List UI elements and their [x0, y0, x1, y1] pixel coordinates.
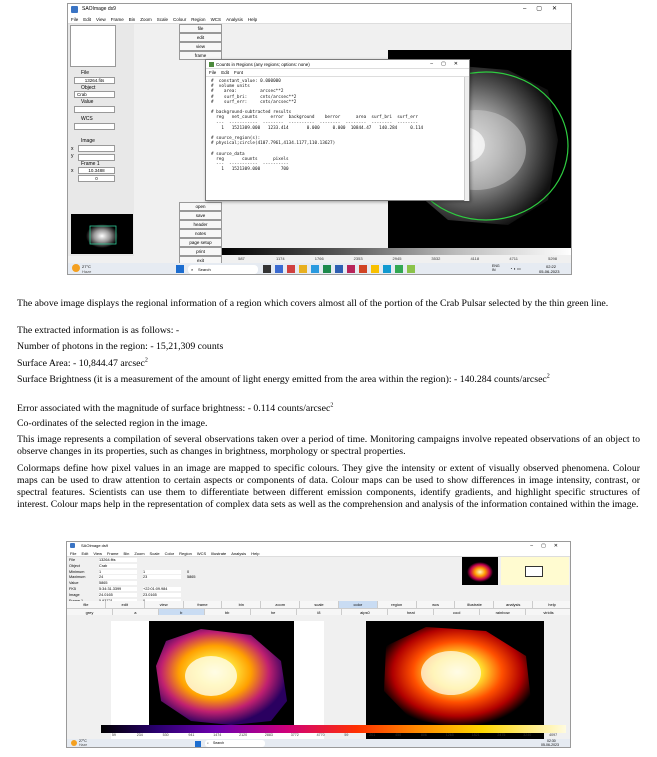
colorbar-ticks-2 [101, 733, 566, 738]
window-title: SAOImage ds9 [82, 6, 116, 12]
brightness-text: Surface Brightness (it is a measurement of the amount of light energy emitted from the area within the region): - 140.284 counts/arcsec [17, 374, 547, 385]
info-label: FK5 [69, 587, 76, 591]
button2-edit[interactable]: edit [106, 601, 145, 608]
app-icon-2 [275, 265, 283, 273]
app-icon-13 [407, 265, 415, 273]
button2-bin[interactable]: bin [222, 601, 261, 608]
info-value-2: 23 [143, 575, 181, 579]
button2-color[interactable]: color [339, 601, 378, 608]
info-value-2: +22:01:09.984 [143, 587, 181, 591]
search-icon: ⌕ [191, 267, 194, 272]
app-icon-6 [323, 265, 331, 273]
colorbar1-tick: 3532 [431, 256, 441, 261]
taskbar-apps[interactable] [263, 265, 443, 274]
label-wcs: WCS [81, 116, 93, 122]
menu2-item-zoom[interactable]: Zoom [134, 551, 145, 556]
button2-view[interactable]: view [145, 601, 184, 608]
colorbar2-tick: 1474 [213, 733, 222, 737]
menu-item-scale[interactable]: Scale [156, 17, 169, 22]
menu2-item-color[interactable]: Color [164, 551, 175, 556]
info-label: Value [69, 581, 79, 586]
info-value-1: Crab [99, 564, 137, 568]
info-label: Object [69, 563, 80, 568]
info-value-3: 5865 [187, 575, 196, 580]
dialog-icon [209, 62, 214, 67]
window2-title: SAOImage ds9 [81, 543, 109, 548]
info-label: Minimum [69, 569, 85, 574]
button-page-setup[interactable]: page setup [179, 238, 222, 247]
colorbar2-tick: 3772 [290, 733, 299, 737]
start-icon-2[interactable] [195, 741, 201, 747]
colorbar1-tick: 2945 [392, 256, 402, 261]
button-frame[interactable]: frame [179, 51, 222, 60]
panner2-image [462, 557, 498, 585]
colormap-he[interactable]: he [251, 609, 297, 615]
menu-item-file[interactable]: File [71, 17, 79, 22]
app-icon-4 [299, 265, 307, 273]
menu2-item-illustrate[interactable]: Illustrate [211, 551, 227, 556]
info-value-1: 24 [99, 575, 137, 579]
magnifier-box [70, 25, 116, 67]
colorbar1-tick: 4118 [470, 256, 480, 261]
windows-taskbar-2 [67, 739, 571, 748]
app-icon-11 [383, 265, 391, 273]
wcs-field [74, 123, 115, 130]
menu2-item-wcs[interactable]: WCS [196, 551, 207, 556]
dialog-menu-file[interactable]: File [209, 70, 217, 75]
label-y: y [71, 153, 74, 159]
colorbar2-tick: 3240 [523, 733, 532, 737]
info-value-1: 5:34:31.3399 [99, 587, 137, 591]
colorbar1-tick: 1766 [314, 256, 324, 261]
colorbar2-tick: 530 [162, 733, 169, 737]
colorbar2-tick: 450 [395, 733, 402, 737]
button-notes[interactable]: notes [179, 229, 222, 238]
dialog-menu-edit[interactable]: Edit [221, 70, 230, 75]
magnifier-box-2 [501, 557, 569, 585]
button2-zoom[interactable]: zoom [261, 601, 300, 608]
taskbar-search[interactable] [188, 265, 258, 274]
label-object: Object [81, 85, 96, 91]
colorbar2-tick: 941 [188, 733, 195, 737]
info-value-3: 0 [187, 569, 190, 574]
dialog-menu-bar[interactable] [206, 69, 469, 77]
button-open[interactable]: open [179, 202, 222, 211]
label-x: x [71, 146, 74, 152]
colorbar1-tick: 4711 [509, 256, 518, 261]
colormap-viridis[interactable]: viridis [526, 609, 571, 615]
line-photons: Number of photons in the region: - 15,21,309 counts [17, 341, 224, 352]
window-controls[interactable]: –▢✕ [522, 6, 567, 12]
info-value-2: 1 [143, 570, 181, 574]
colorbar2-tick: 59 [111, 733, 116, 737]
menu-bar-2[interactable] [67, 550, 570, 557]
weather-icon [72, 264, 80, 272]
info-row [69, 564, 239, 570]
taskbar-search-label-2: Search [213, 741, 225, 745]
menu-item-bin[interactable]: Bin [128, 17, 136, 22]
menu2-item-scale[interactable]: Scale [149, 551, 160, 556]
app-icon-8 [347, 265, 355, 273]
line-coords: Co-ordinates of the selected region in the image. [17, 418, 208, 429]
weather-desc: Haze [82, 269, 92, 274]
button2-illustrate[interactable]: illustrate [455, 601, 494, 608]
ds9-screenshot-1 [67, 3, 572, 275]
panner-thumbnail-2[interactable] [462, 557, 498, 585]
info-row [69, 593, 239, 599]
colormap-a[interactable]: a [113, 609, 159, 615]
menu2-item-analysis[interactable]: Analysis [231, 551, 247, 556]
menu2-item-frame[interactable]: Frame [106, 551, 119, 556]
dialog-window-controls[interactable]: –▢✕ [430, 61, 466, 67]
taskbar-search-label: Search [198, 267, 211, 272]
dialog-title: Counts in Regions (any regions; options: none) [216, 62, 310, 67]
info-value-1: 13264.fits [99, 558, 137, 562]
image-x-field [78, 145, 115, 152]
clock-date-2: 05-06-2023 [541, 743, 559, 747]
button2-frame[interactable]: frame [184, 601, 223, 608]
colorbar2-tick: 2475 [497, 733, 506, 737]
info-panel [68, 24, 134, 256]
button-print[interactable]: print [179, 247, 222, 256]
app-icon-9 [359, 265, 367, 273]
app-icon-12 [395, 265, 403, 273]
clock-time-2: 02:30 [547, 739, 556, 743]
button-bar-bottom[interactable] [179, 202, 222, 265]
colorbar1-tick: 1174 [276, 256, 285, 261]
info-value-1: 24.0165 [99, 593, 137, 597]
app-icon-10 [371, 265, 379, 273]
dialog-scrollbar[interactable] [464, 77, 469, 201]
main-buttons-row[interactable] [67, 601, 571, 608]
colorbar2-tick: 201 [369, 733, 376, 737]
windows-taskbar [68, 263, 572, 275]
info-label: File [69, 558, 76, 562]
button2-help[interactable]: help [533, 601, 571, 608]
info-row [69, 575, 239, 581]
weather-desc-2: Haze [79, 743, 88, 747]
button-view[interactable]: view [179, 42, 222, 51]
colormap-heat[interactable]: heat [388, 609, 434, 615]
info-label: Maximum [69, 575, 86, 580]
info-value-1: 5865 [99, 581, 137, 585]
menu-item-wcs[interactable]: WCS [210, 17, 222, 22]
area-text: Surface Area: - 10,844.47 arcsec [17, 358, 145, 369]
info-row [69, 587, 239, 593]
file-field: 13264.fits [74, 77, 115, 84]
dialog-titlebar [206, 60, 469, 69]
label-frame-x: x [71, 168, 74, 174]
dialog-menu-font[interactable]: Font [234, 70, 244, 75]
dialog-text: # constant_value: 0.000000 # volume units # area: arcsec**2 # surf_bri: cnts/arcsec**2 # surf_err: cnts/arcsec**2 # background-subtracted results reg net_counts error background berror area surf_bri surf_err --- ----------- -------- ---------- -------- -------- -------- -------- 1 1521309.000 1233.414 0.000 0.000 10844.47 140.284 0.114 # source_region(s): # physical;circle(4107.7961,4134.1177,110.13627) # source_data reg counts pixels --- ----------- ---------- 1 1521309.000 700 [211, 79, 424, 173]
menu-item-frame[interactable]: Frame [110, 17, 124, 22]
colorbar2-tick: 806 [420, 733, 427, 737]
colormap-i8[interactable]: i8 [297, 609, 343, 615]
counts-in-regions-dialog[interactable] [205, 59, 470, 201]
menu2-item-region[interactable]: Region [179, 551, 192, 556]
app-icon-1 [263, 265, 271, 273]
colormap-bb[interactable]: bb [205, 609, 251, 615]
ds9-logo-icon [71, 6, 78, 13]
weather-temp-2: 27°C [79, 739, 87, 743]
value-field [74, 106, 115, 113]
brightness-superscript: 2 [546, 373, 550, 380]
button-bar-2[interactable] [67, 601, 571, 615]
button2-wcs[interactable]: wcs [417, 601, 456, 608]
colorbar1-tick: 2353 [353, 256, 363, 261]
line-error [17, 403, 640, 415]
language-indicator[interactable]: ENG IN [492, 264, 500, 272]
colorbar1-tick: 587 [238, 256, 245, 261]
button-file[interactable]: file [179, 24, 222, 33]
menu2-item-file[interactable]: File [70, 551, 77, 556]
app-icon-3 [287, 265, 295, 273]
frame-x-field: 10.3488 [78, 167, 115, 174]
info-value-2: 23.0165 [143, 593, 181, 597]
colorbar2-tick: 4770 [316, 733, 325, 737]
window-titlebar [68, 4, 571, 15]
window2-controls[interactable]: –▢✕ [530, 543, 566, 549]
para-description: The above image displays the regional information of a region which covers almost all of the portion of the Crab Pulsar selected by the thin green line. [17, 298, 609, 309]
image-y-field [78, 154, 115, 161]
frame-y-field: 0 [78, 175, 115, 182]
menu2-item-help[interactable]: Help [251, 551, 260, 556]
colorbar-2 [101, 725, 566, 733]
label-file: File [81, 70, 90, 76]
colormap-cool[interactable]: cool [434, 609, 480, 615]
error-superscript: 2 [330, 402, 334, 409]
colormap-grey[interactable]: grey [67, 609, 113, 615]
colorbar1-tick: 5298 [548, 256, 557, 261]
colorbar-grey [222, 248, 572, 255]
taskbar-search-2[interactable] [205, 740, 265, 747]
colormap-rainbow[interactable]: rainbow [480, 609, 526, 615]
colormap-buttons-row[interactable] [67, 608, 571, 615]
app-icon-5 [311, 265, 319, 273]
colorbar2-tick: 1821 [471, 733, 480, 737]
button2-region[interactable]: region [378, 601, 417, 608]
colormap-b[interactable]: b [159, 609, 205, 615]
wifi-icon[interactable]: ◔ ◖ ▭ [510, 266, 521, 271]
label-image: Image [81, 138, 95, 144]
panner-thumbnail[interactable] [71, 214, 133, 254]
para-extracted: The extracted information is as follows: - [17, 325, 180, 336]
object-field: Crab [74, 91, 115, 98]
info-row [69, 581, 239, 587]
menu-item-view[interactable]: View [96, 17, 106, 22]
label-value: Value [81, 99, 94, 105]
button-edit[interactable]: edit [179, 33, 222, 42]
info-row [69, 570, 239, 576]
info-label: Image [69, 592, 80, 597]
colorbar2-tick: 59 [344, 733, 349, 737]
button-save[interactable]: save [179, 211, 222, 220]
ds9-screenshot-2 [66, 541, 571, 748]
menu-bar[interactable] [68, 15, 571, 24]
menu2-item-bin[interactable]: Bin [123, 551, 130, 556]
menu2-item-view[interactable]: View [93, 551, 102, 556]
info-value-1: 1 [99, 570, 137, 574]
colorbar2-tick: 2883 [264, 733, 273, 737]
para-colormaps: Colormaps define how pixel values in an image are mapped to specific colours. They give the intensity or extent of visually observed phenomena. Colour maps can be used to draw attention to certain aspects or components of data. Colour maps can be used to show differences in image intensity, contrast, or spectral features. Scientists can use them to differentiate between different emission components, identify gradients, and highlight specific structures of interest. Colour maps help in the representation of complex data sets as well as the comprehension and analysis of the information contained within the image. [17, 463, 640, 510]
clock-time: 02:22 [546, 264, 557, 269]
button-bar-top[interactable] [179, 24, 222, 60]
menu2-item-edit[interactable]: Edit [81, 551, 89, 556]
window2-titlebar [67, 542, 570, 550]
button-exit[interactable]: exit [179, 256, 222, 265]
menu-item-analysis[interactable]: Analysis [226, 17, 243, 22]
colorbar2-tick: 4097 [549, 733, 558, 737]
colorbar2-tick: 234 [136, 733, 143, 737]
weather-icon-2 [71, 740, 77, 746]
colorbar2-tick: 2120 [239, 733, 248, 737]
button2-analysis[interactable]: analysis [494, 601, 533, 608]
search-icon-2: ⌕ [207, 741, 209, 745]
area-superscript: 2 [144, 357, 148, 364]
button2-scale[interactable]: scale [300, 601, 339, 608]
clock-date: 05-06-2023 [539, 269, 560, 274]
menu-item-colour[interactable]: Colour [173, 17, 187, 22]
line-area [17, 358, 640, 370]
menu-item-zoom[interactable]: Zoom [140, 17, 152, 22]
button2-file[interactable]: file [67, 601, 106, 608]
weather-temp: 27°C [82, 264, 91, 269]
label-frame: Frame 1 [81, 161, 100, 167]
para-monitoring: This image represents a compilation of several observations taken over a period of time. Monitoring campaigns involve repeated observations of an object to observe changes in its properties, such as changes in brightness, morphology or spectral properties. [17, 434, 640, 457]
app-icon-7 [335, 265, 343, 273]
line-brightness [17, 374, 640, 386]
start-icon[interactable] [176, 265, 184, 273]
error-text: Error associated with the magnitude of surface brightness: - 0.114 counts/arcsec [17, 403, 331, 414]
menu-item-region[interactable]: Region [191, 17, 206, 22]
colorbar2-tick: 1265 [445, 733, 454, 737]
menu-item-edit[interactable]: Edit [83, 17, 92, 22]
colormap-aips0[interactable]: aips0 [342, 609, 388, 615]
menu-item-help[interactable]: Help [247, 17, 258, 22]
ds9-logo-icon-2 [70, 543, 75, 548]
panner-image [71, 214, 133, 254]
button-header[interactable]: header [179, 220, 222, 229]
info-row [69, 558, 239, 564]
